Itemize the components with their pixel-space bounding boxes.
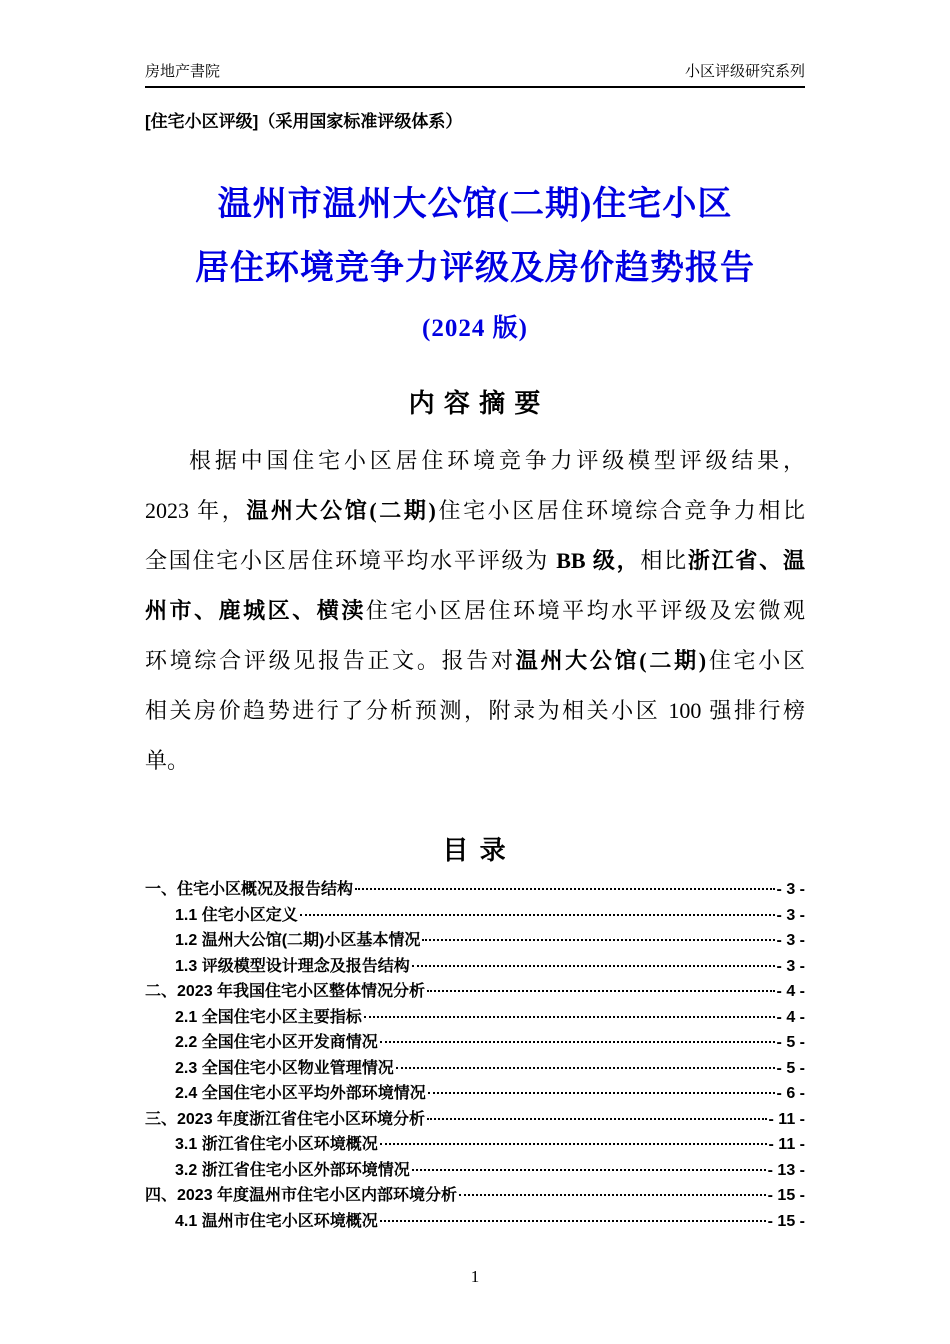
toc-dot-leader [412,1169,766,1171]
abstract-heading: 内 容 摘 要 [408,388,542,418]
toc-page-number: - 11 - [768,1110,805,1128]
toc-dot-leader [459,1194,766,1196]
toc-dot-leader [428,1092,775,1094]
toc-page-number: - 5 - [776,1034,805,1051]
toc-entry[interactable] [145,978,805,1004]
toc-page-number: - 11 - [768,1136,805,1153]
toc-entry[interactable] [145,1106,805,1132]
abstract-line [145,536,805,586]
abstract-line [145,736,805,786]
abstract-line [145,486,805,536]
toc-entry-label: 二、2023 年我国住宅小区整体情况分析 [145,983,426,1000]
toc-page-number: - 3 - [776,957,805,975]
toc-dot-leader [396,1067,775,1069]
toc-entry-label: 1.3 评级模型设计理念及报告结构 [175,957,410,975]
toc-entry-label: 四、2023 年度温州市住宅小区内部环境分析 [145,1187,458,1204]
abstract-line [145,636,805,686]
report-title-line2: 居住环境竞争力评级及房价趋势报告 [195,250,755,287]
toc-dot-leader [300,914,775,916]
report-title-block [145,183,805,347]
toc-entry-label: 2.3 全国住宅小区物业管理情况 [175,1059,394,1077]
toc-entry-label: 2.4 全国住宅小区平均外部环境情况 [175,1085,426,1102]
toc-entry-label: 2.1 全国住宅小区主要指标 [175,1008,362,1026]
abstract-emphasis-text: 温州大公馆(二期) [246,498,436,523]
toc-entry[interactable] [145,1157,805,1183]
toc-entry-label: 一、住宅小区概况及报告结构 [145,881,354,898]
toc-entry-label: 1.2 温州大公馆(二期)小区基本情况 [175,932,421,949]
abstract-text: 2023 年， [145,498,247,523]
abstract-emphasis-text: 温州大公馆(二期) [515,648,707,673]
toc-entry[interactable] [145,1029,805,1055]
toc-list [145,876,805,1233]
abstract-text: 全国住宅小区居住环境平均水平评级为 [145,548,557,573]
toc-entry-label: 1.1 住宅小区定义 [175,906,298,924]
toc-dot-leader [380,1143,767,1145]
toc-dot-leader [380,1041,775,1043]
toc-entry-label: 三、2023 年度浙江省住宅小区环境分析 [145,1110,426,1128]
toc-heading: 目 录 [442,835,508,865]
toc-page-number: - 4 - [776,983,805,1000]
toc-entry[interactable] [145,902,805,928]
toc-entry[interactable] [145,1131,805,1157]
abstract-text: 住宅小区居住环境平均水平评级及宏微观 [365,598,805,623]
toc-dot-leader [422,939,774,941]
toc-page-number: - 6 - [776,1085,805,1102]
toc-entry[interactable] [145,1055,805,1081]
toc-entry-label: 2.2 全国住宅小区开发商情况 [175,1034,378,1051]
report-title-edition: (2024 版) [422,315,528,342]
toc-entry-label: 4.1 温州市住宅小区环境概况 [175,1212,378,1230]
toc-page-number: - 5 - [776,1059,805,1077]
toc-page-number: - 4 - [776,1008,805,1026]
toc-entry[interactable] [145,1080,805,1106]
toc-entry[interactable] [145,953,805,979]
running-header [145,60,805,88]
abstract-text: 相关房价趋势进行了分析预测，附录为相关小区 100 强排行榜 [145,698,805,723]
toc-entry-label: 3.1 浙江省住宅小区环境概况 [175,1136,378,1153]
toc-dot-leader [427,990,775,992]
toc-dot-leader [364,1016,775,1018]
abstract-emphasis-text: BB 级， [556,548,641,573]
toc-entry[interactable] [145,927,805,953]
toc-page-number: - 13 - [767,1161,805,1179]
report-title-line1: 温州市温州大公馆(二期)住宅小区 [217,186,733,223]
abstract-line [145,686,805,736]
toc-page-number: - 15 - [767,1212,805,1230]
toc-dot-leader [427,1118,766,1120]
header-right-text: 小区评级研究系列 [684,63,805,80]
abstract-text: 根据中国住宅小区居住环境竞争力评级模型评级结果， [189,448,805,473]
toc-entry[interactable] [145,1208,805,1234]
toc-page-number: - 15 - [767,1187,805,1204]
series-bracket-heading: [住宅小区评级]（采用国家标准评级体系） [145,112,463,131]
abstract-text: 单。 [145,748,190,773]
abstract-emphasis-text: 州市、鹿城区、横渎 [145,598,366,623]
abstract-text: 住宅小区居住环境综合竞争力相比 [435,498,805,523]
page-number: 1 [470,1267,480,1286]
toc-page-number: - 3 - [776,906,805,924]
abstract-paragraph [145,436,805,786]
abstract-text: 环境综合评级见报告正文。报告对 [145,648,516,673]
toc-dot-leader [412,965,775,967]
abstract-emphasis-text: 浙江省、温 [687,548,805,573]
toc-page-number: - 3 - [776,932,805,949]
toc-entry-label: 3.2 浙江省住宅小区外部环境情况 [175,1161,410,1179]
abstract-line [145,586,805,636]
header-left-text: 房地产書院 [145,63,221,80]
abstract-line [145,436,805,486]
toc-page-number: - 3 - [776,881,805,898]
toc-dot-leader [380,1220,766,1222]
toc-entry[interactable] [145,1182,805,1208]
abstract-text: 住宅小区 [706,648,805,673]
toc-entry[interactable] [145,876,805,902]
toc-entry[interactable] [145,1004,805,1030]
abstract-text: 相比 [640,548,688,573]
toc-dot-leader [355,888,775,890]
